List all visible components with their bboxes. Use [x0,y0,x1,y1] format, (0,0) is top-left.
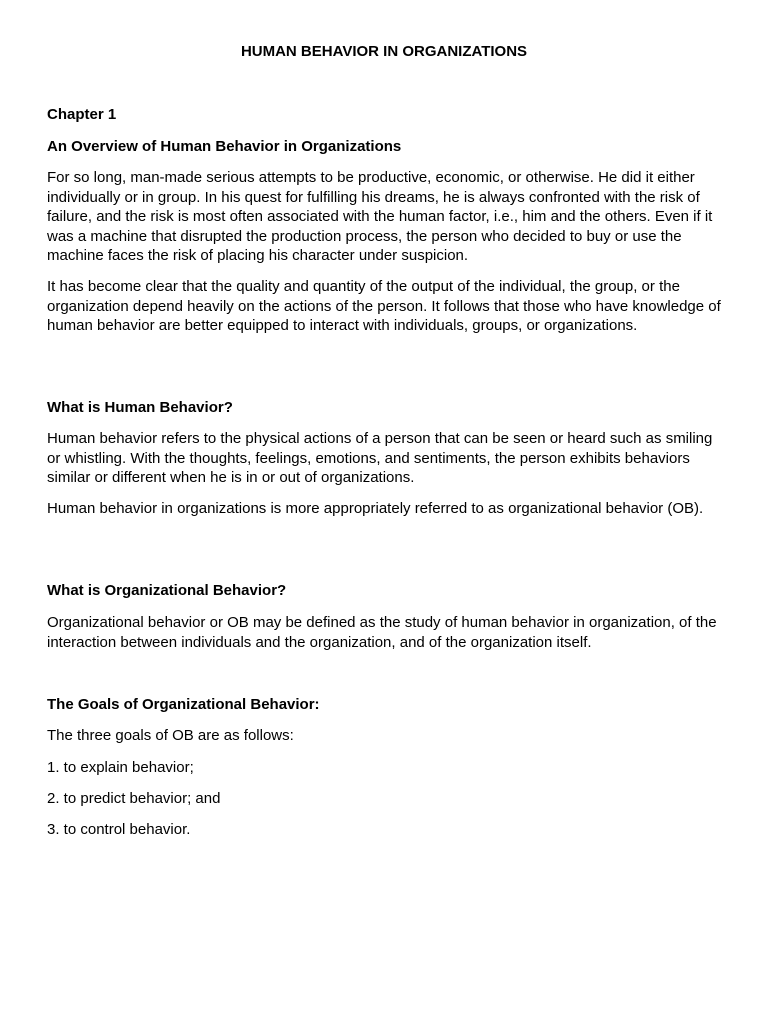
human-behavior-paragraph-2: Human behavior in organizations is more appropriately referred to as organizational behavior (OB). [47,500,704,517]
goal-item-1: 1. to explain behavior; [47,759,194,776]
document-title: HUMAN BEHAVIOR IN ORGANIZATIONS [240,43,528,60]
overview-heading: An Overview of Human Behavior in Organizations [47,138,402,155]
goal-item-3: 3. to control behavior. [47,821,191,838]
human-behavior-paragraph-1: Human behavior refers to the physical actions of a person that can be seen or heard such as smiling or whistling. With the thoughts, feelings, emotions, and sentiments, the person exhibits behaviors similar or different when he is in or out of organizations. [47,430,713,487]
organizational-behavior-paragraph: Organizational behavior or OB may be defined as the study of human behavior in organization, of the interaction between individuals and the organization, and of the organization itself. [47,614,717,651]
goal-item-2: 2. to predict behavior; and [47,790,221,807]
organizational-behavior-heading: What is Organizational Behavior? [47,582,287,599]
overview-paragraph-1: For so long, man-made serious attempts to be productive, economic, or otherwise. He did it either individually or in group. In his quest for fulfilling his dreams, he is always confronted with the risk of failure, and the risk is most often associated with the human factor, i.e., him and the others. Even if it was a machine that disrupted the production process, the person who decided to buy or use the machine faces the risk of placing his character under suspicion. [47,169,713,265]
chapter-label: Chapter 1 [47,106,117,123]
goals-heading: The Goals of Organizational Behavior: [47,696,320,713]
human-behavior-heading: What is Human Behavior? [47,399,233,416]
goals-intro: The three goals of OB are as follows: [47,727,294,744]
overview-paragraph-2: It has become clear that the quality and quantity of the output of the individual, the group, or the organization depend heavily on the actions of the person. It follows that those who have knowledge of human behavior are better equipped to interact with individuals, groups, or organizations. [47,278,721,335]
